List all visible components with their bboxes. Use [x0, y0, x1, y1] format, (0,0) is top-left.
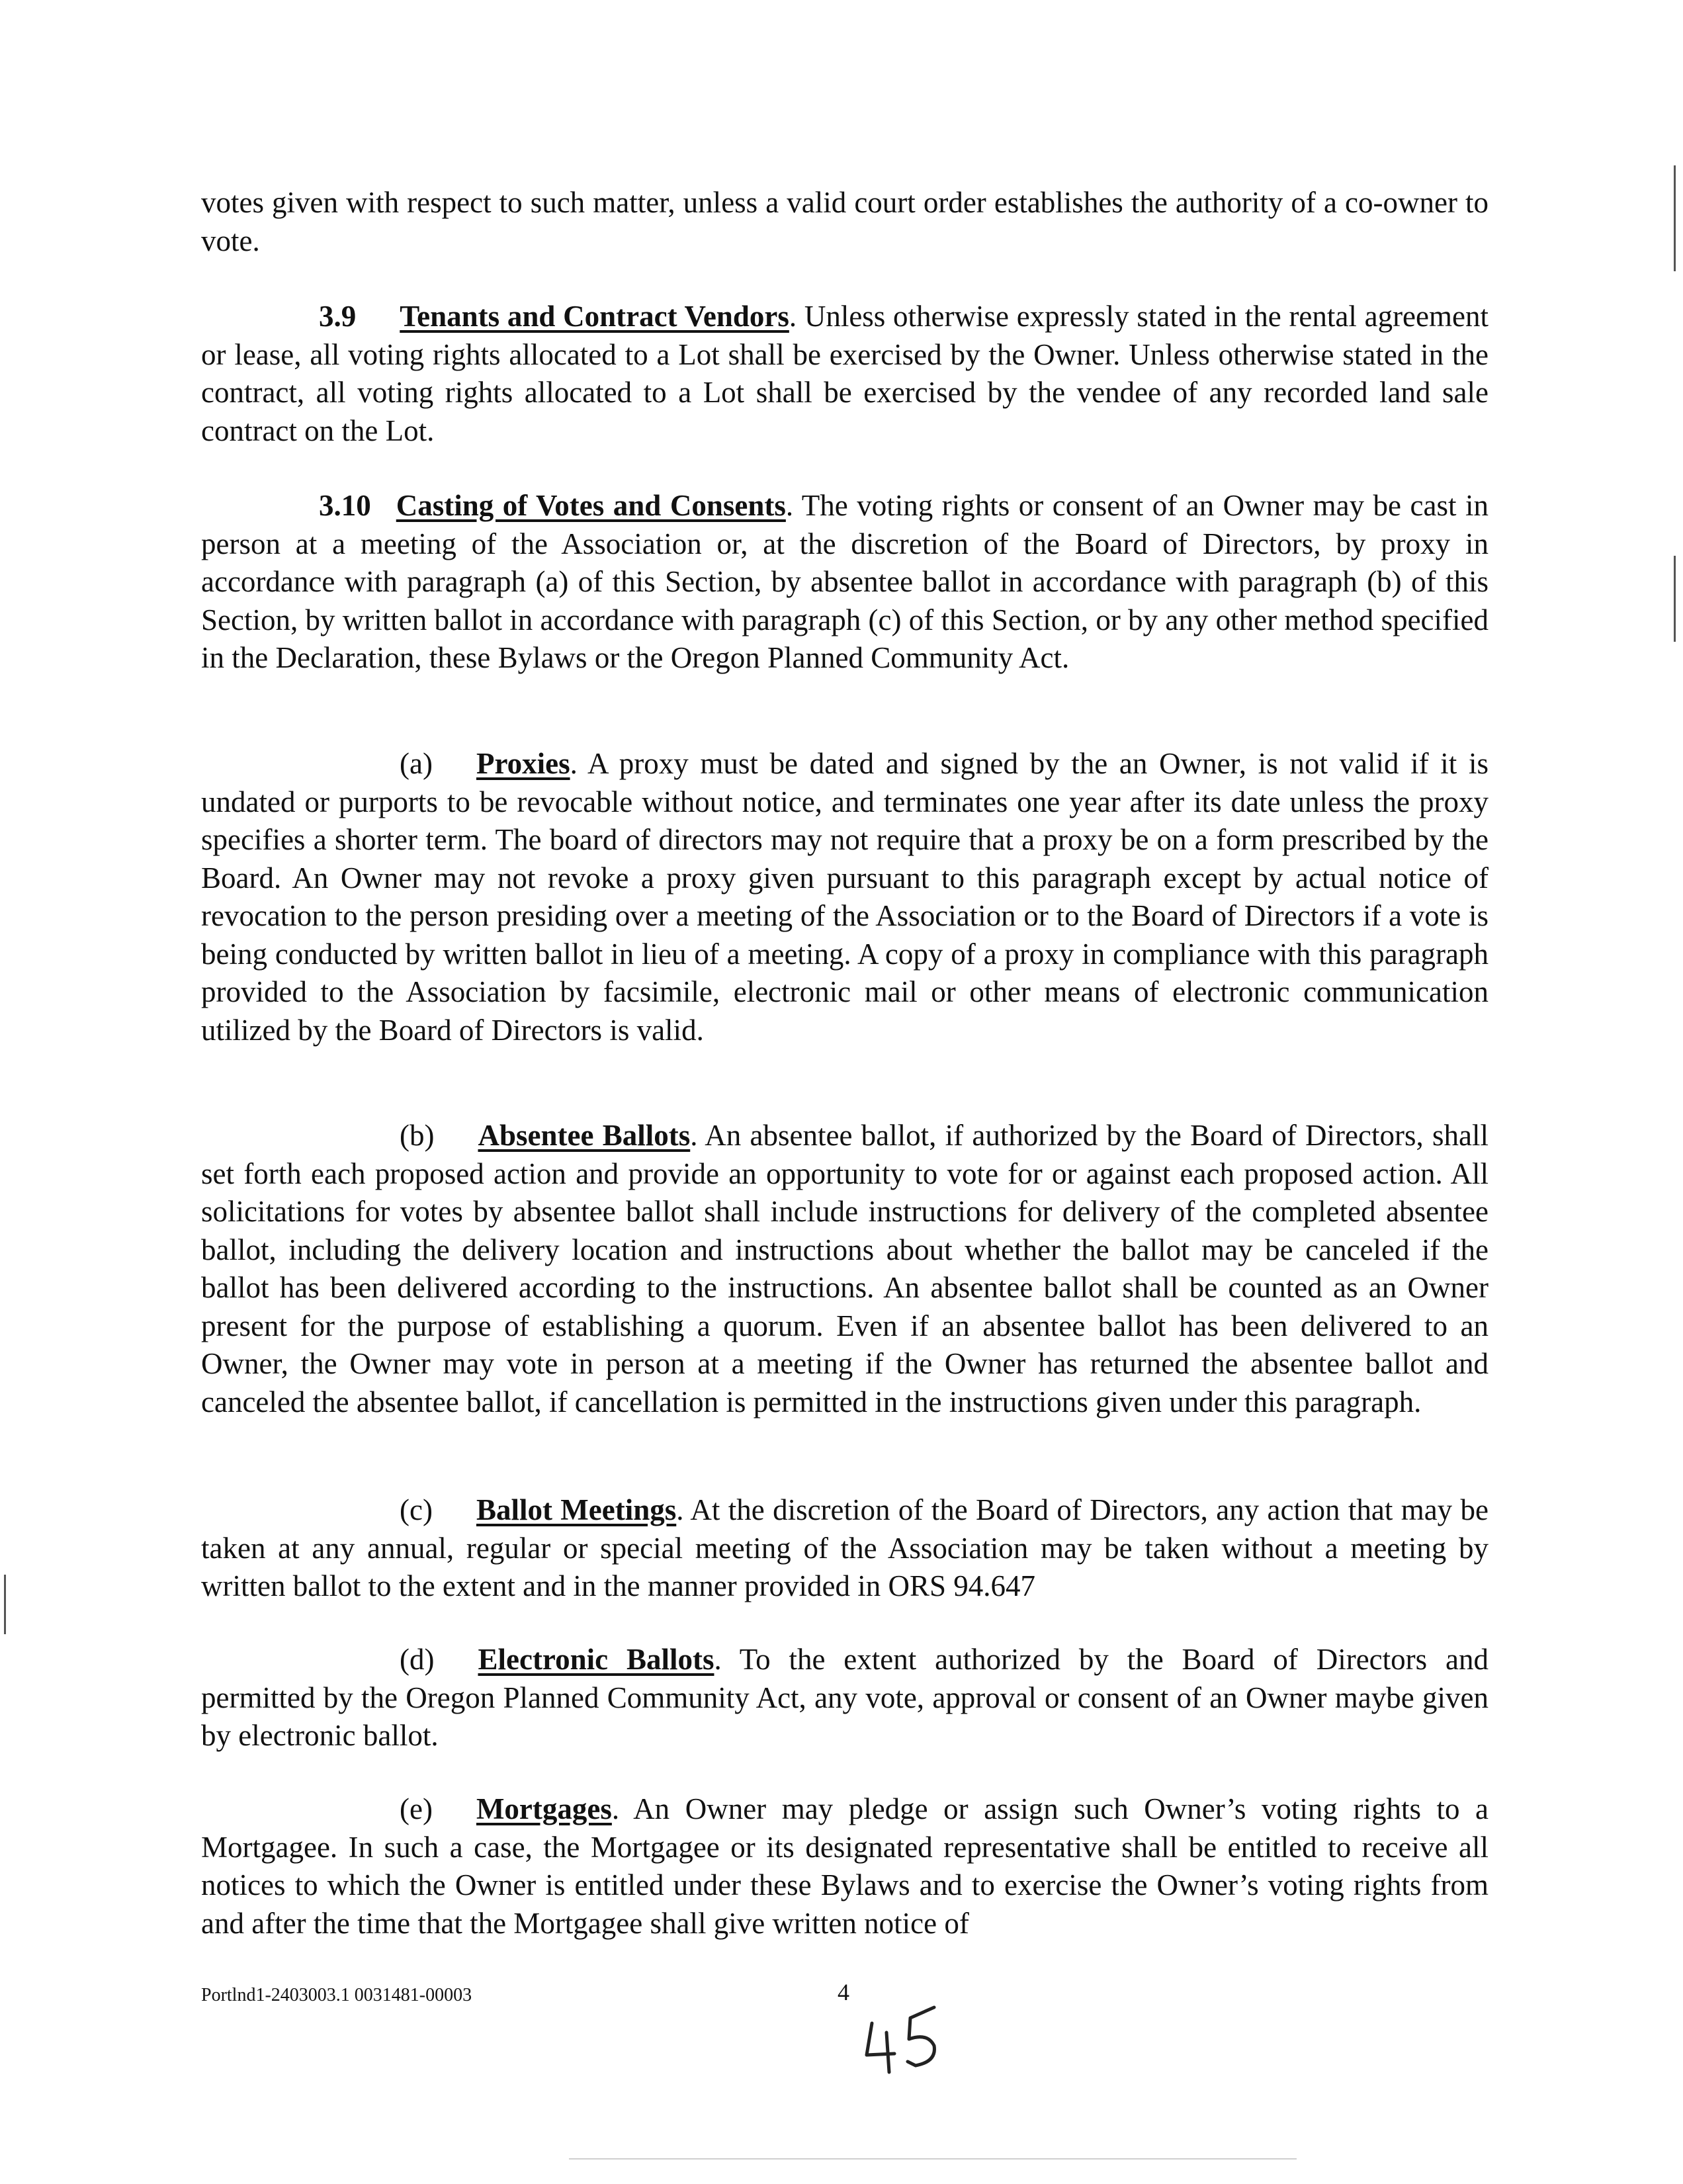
subsection-body: . An absentee ballot, if authorized by the Board of Directors, shall set forth each proposed action and provide an opportunity to vote for or against each proposed action. All solicitations for votes by absentee ballot shall include instructions for delivery of the completed absentee ballot, including the delivery location and instructions about whether the ballot may be canceled if the ballot has been delivered according to the instructions. An absentee ballot shall be counted as an Owner present for the purpose of establishing a quorum. Even if an absentee ballot has been delivered to an Owner, the Owner may vote in person at a meeting if the Owner has returned the absentee ballot and canceled the absentee ballot, if cancellation is permitted in the instructions given under this paragraph. — [201, 1119, 1489, 1419]
section-3-9 — [201, 298, 1489, 450]
section-body: . The voting rights or consent of an Owner may be cast in person at a meeting of the Association or, at the discretion of the Board of Directors, by proxy in accordance with paragraph (a) of this Section, by absentee ballot in accordance with paragraph (b) of this Section, by written ballot in accordance with paragraph (c) of this Section, or by any other method specified in the Declaration, these Bylaws or the Oregon Planned Community Act. — [201, 489, 1489, 674]
section-heading: Tenants and Contract Vendors — [400, 300, 789, 333]
subsection-heading: Electronic Ballots — [478, 1643, 714, 1676]
subsection-c-ballot-meetings — [201, 1491, 1489, 1606]
subsection-label: (e) — [400, 1792, 433, 1825]
section-heading: Casting of Votes and Consents — [396, 489, 786, 522]
subsection-b-absentee-ballots — [201, 1117, 1489, 1421]
subsection-heading: Absentee Ballots — [478, 1119, 691, 1152]
section-3-10 — [201, 487, 1489, 677]
paragraph-continuation — [201, 184, 1489, 260]
subsection-d-electronic-ballots — [201, 1641, 1489, 1755]
subsection-label: (d) — [400, 1643, 435, 1676]
subsection-e-mortgages — [201, 1790, 1489, 1943]
subsection-label: (b) — [400, 1119, 435, 1152]
subsection-heading: Mortgages — [476, 1792, 612, 1825]
scan-edge-mark — [1674, 165, 1676, 271]
subsection-label: (a) — [400, 747, 433, 780]
subsection-body: . To the extent authorized by the Board of Directors and permitted by the Oregon Planned Community Act, any vote, approval or consent of an Owner maybe given by electronic ballot. — [201, 1643, 1489, 1752]
subsection-body: . At the discretion of the Board of Directors, any action that may be taken at any annual, regular or special meeting of the Association may be taken without a meeting by written ballot to the extent and in the manner provided in ORS 94.647 — [201, 1493, 1489, 1602]
subsection-heading: Ballot Meetings — [476, 1493, 677, 1526]
subsection-heading: Proxies — [476, 747, 570, 780]
scan-edge-mark — [1674, 556, 1676, 642]
handwritten-page-number — [860, 1998, 959, 2077]
scan-artifact-line — [569, 2158, 1297, 2160]
page-number: 4 — [838, 1979, 849, 2005]
subsection-body: . An Owner may pledge or assign such Owner’s voting rights to a Mortgagee. In such a case, the Mortgagee or its designated representative shall be entitled to receive all notices to which the Owner is entitled under these Bylaws and to exercise the Owner’s voting rights from and after the time that the Mortgagee shall give written notice of — [201, 1792, 1489, 1940]
subsection-label: (c) — [400, 1493, 433, 1526]
section-body: . Unless otherwise expressly stated in the rental agreement or lease, all voting rights allocated to a Lot shall be exercised by the Owner. Unless otherwise stated in the contract, all voting rights allocated to a Lot shall be exercised by the vendee of any recorded land sale contract on the Lot. — [201, 300, 1489, 447]
paragraph-text: votes given with respect to such matter, unless a valid court order establishes the authority of a co-owner to vote. — [201, 186, 1489, 257]
section-number: 3.9 — [319, 300, 357, 333]
scan-edge-mark — [4, 1575, 6, 1634]
subsection-a-proxies — [201, 745, 1489, 1049]
section-number: 3.10 — [319, 489, 371, 522]
subsection-body: . A proxy must be dated and signed by the an Owner, is not valid if it is undated or purports to be revocable without notice, and terminates one year after its date unless the proxy specifies a shorter term. The board of directors may not require that a proxy be on a form prescribed by the Board. An Owner may not revoke a proxy given pursuant to this paragraph except by actual notice of revocation to the person presiding over a meeting of the Association or to the Board of Directors if a vote is being conducted by written ballot in lieu of a meeting. A copy of a proxy in compliance with this paragraph provided to the Association by facsimile, electronic mail or other means of electronic communication utilized by the Board of Directors is valid. — [201, 747, 1489, 1047]
document-id: Portlnd1-2403003.1 0031481-00003 — [201, 1985, 472, 2005]
